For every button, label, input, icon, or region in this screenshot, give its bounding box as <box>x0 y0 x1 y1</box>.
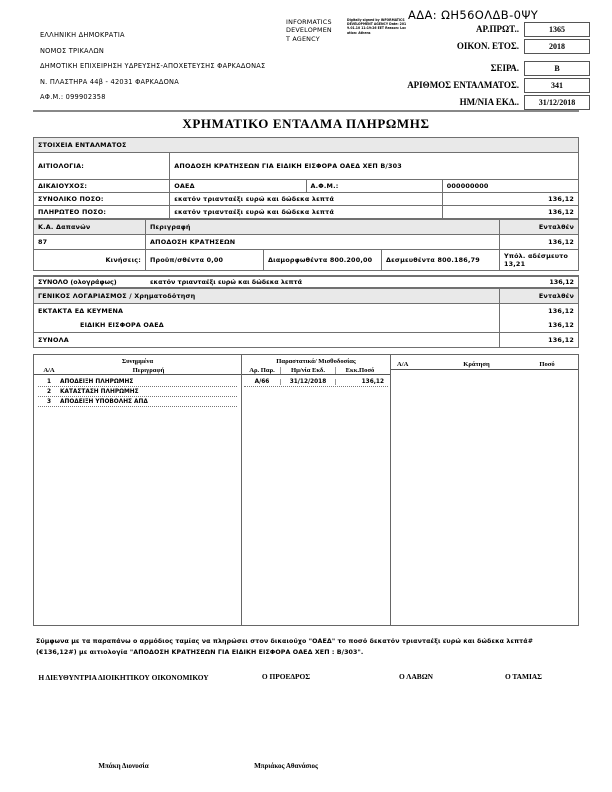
kae-amount: 136,12 <box>500 235 579 250</box>
meta-label-issue-date: ΗΜ/ΝΙΑ ΕΚΔ.. <box>459 97 519 107</box>
ada-number: ΑΔΑ: ΩΗ56ΟΛΔΒ-0ΨΥ <box>408 8 539 22</box>
kae-code: 87 <box>34 235 146 250</box>
meta-row-series <box>390 61 590 75</box>
meta-row-warrant-number <box>390 78 590 92</box>
afm-label: Α.Φ.Μ.: <box>306 180 442 193</box>
deductions-panel <box>391 355 578 625</box>
meta-label-fiscal-year: ΟΙΚΟΝ. ΕΤΟΣ. <box>456 41 519 51</box>
beneficiary-row <box>34 180 579 193</box>
attachment-no-2: 3 <box>46 398 52 405</box>
stamp-line-3: T AGENCY <box>286 34 320 43</box>
meta-label-warrant-number: ΑΡΙΘΜΟΣ ΕΝΤΑΛΜΑΤΟΣ. <box>407 80 519 90</box>
kae-description: ΑΠΟΔΟΣΗ ΚΡΑΤΗΣΕΩΝ <box>146 235 500 250</box>
signature-names-row <box>36 762 576 770</box>
attachments-panel <box>34 355 242 625</box>
movements-label: Κινήσεις: <box>34 250 146 271</box>
org-line-1: ΝΟΜΟΣ ΤΡΙΚΑΛΩΝ <box>40 46 105 55</box>
documents-head <box>242 367 390 375</box>
kae-header-amount: Ενταλθέν <box>500 220 579 235</box>
meta-label-protocol: ΑΡ.ΠΡΩΤ.. <box>476 24 519 34</box>
list-item <box>38 387 237 397</box>
signature-name-director: Μπάκη Διονυσία <box>98 762 149 770</box>
attachments-head <box>34 367 241 375</box>
movement-available: Υπόλ. αδέσμευτο 13,21 <box>500 250 579 271</box>
meta-value-issue-date: 31/12/2018 <box>524 95 590 110</box>
deductions-col-amount: Ποσό <box>539 361 555 368</box>
documents-col-no: Αρ. Παρ. <box>249 367 275 374</box>
kae-header-code: Κ.Α. Δαπανών <box>34 220 146 235</box>
total-label: ΣΥΝΟΛΙΚΟ ΠΟΣΟ: <box>34 193 170 206</box>
attachment-desc-2: ΑΠΟΔΕΙΞΗ ΥΠΟΒΟΛΗΣ ΑΠΔ <box>60 398 148 405</box>
kae-movements-row <box>34 250 579 271</box>
kae-header-row <box>34 220 579 235</box>
document-header <box>0 0 612 110</box>
deductions-head <box>391 355 578 370</box>
gl-amount-header: Ενταλθέν <box>500 289 579 304</box>
signature-row <box>36 672 576 684</box>
total-amount-row <box>34 193 579 206</box>
kae-total-label: ΣΥΝΟΛΟ (ολογράφως) <box>38 278 117 286</box>
gl-title: ΓΕΝΙΚΟΣ ΛΟΓΑΡΙΑΣΜΟΣ / Χρηματοδότηση <box>34 289 500 304</box>
gl-row-1 <box>34 318 579 333</box>
documents-title: Παραστατικά/ Μισθοδοσίας <box>276 358 356 365</box>
gl-row-2 <box>34 333 579 348</box>
stamp-line-1: INFORMATICS <box>286 18 332 26</box>
reason-value: ΑΠΟΔΟΣΗ ΚΡΑΤΗΣΕΩΝ ΓΙΑ ΕΙΔΙΚΗ ΕΙΣΦΟΡΑ ΟΑΕΔ ΧΕΠ Β/303 <box>170 153 579 180</box>
attachments-col-desc: Περιγραφή <box>132 367 165 374</box>
gl-row-1-label: ΕΙΔΙΚΗ ΕΙΣΦΟΡΑ ΟΑΕΔ <box>34 318 500 333</box>
gl-row-0-label: ΕΚΤΑΚΤΑ ΕΔ ΚΕΥΜΕΝΑ <box>34 304 500 319</box>
expense-code-table <box>33 219 579 271</box>
meta-value-warrant-number: 341 <box>524 78 590 93</box>
attachment-desc-0: ΑΠΟΔΕΙΞΗ ΠΛΗΡΩΜΗΣ <box>60 378 134 385</box>
documents-col-date: Ημ/νία Εκδ. <box>280 367 335 374</box>
meta-row-protocol <box>390 22 590 36</box>
kae-total-row <box>33 275 579 288</box>
kae-header-description: Περιγραφή <box>146 220 500 235</box>
document-no-0: Α/66 <box>254 378 270 385</box>
payable-label: ΠΛΗΡΩΤΕΟ ΠΟΣΟ: <box>34 206 170 219</box>
kae-total-words: εκατόν τριανταέξι ευρώ και δώδεκα λεπτά <box>150 278 302 286</box>
warrant-details-table <box>33 137 579 219</box>
beneficiary-value: ΟΑΕΔ <box>170 180 306 193</box>
payable-words: εκατόν τριανταέξι ευρώ και δώδεκα λεπτά <box>170 206 443 219</box>
document-amount-0: 136,12 <box>335 379 388 385</box>
signature-title-president: Ο ΠΡΟΕΔΡΟΣ <box>261 672 311 681</box>
list-item <box>38 397 237 407</box>
gl-row-1-amount: 136,12 <box>500 318 579 333</box>
documents-panel <box>242 355 391 625</box>
attachments-col-no: Α/Α <box>43 367 55 374</box>
signature-title-director: Η ΔΙΕΥΘΥΝΤΡΙΑ ΔΙΟΙΚΗΤΙΚΟΥ ΟΙΚΟΝΟΜΙΚΟΥ <box>38 673 209 682</box>
payable-amount: 136,12 <box>442 206 578 219</box>
kae-data-row <box>34 235 579 250</box>
gl-row-0 <box>34 304 579 319</box>
reason-label: ΑΙΤΙΟΛΟΓΙΑ: <box>34 153 170 180</box>
details-section-title: ΣΤΟΙΧΕΙΑ ΕΝΤΑΛΜΑΤΟΣ <box>34 138 579 153</box>
meta-value-fiscal-year: 2018 <box>524 39 590 54</box>
table-row <box>244 377 388 387</box>
signature-title-recipient: Ο ΛΑΒΩΝ <box>398 672 433 681</box>
meta-value-series: Β <box>524 61 590 76</box>
org-line-0: ΕΛΛΗΝΙΚΗ ΔΗΜΟΚΡΑΤΙΑ <box>40 31 125 39</box>
signature-title-treasurer: Ο ΤΑΜΙΑΣ <box>504 672 543 681</box>
attachment-no-1: 2 <box>46 388 52 395</box>
org-line-4: ΑΦ.Μ.: 099902358 <box>40 93 106 101</box>
list-item <box>38 377 237 387</box>
meta-value-protocol: 1365 <box>524 22 590 37</box>
stamp-line-2: DEVELOPMEN <box>286 26 332 35</box>
attachment-no-0: 1 <box>46 378 52 385</box>
payment-instruction-note: Σύμφωνα με τα παραπάνω ο αρμόδιος ταμίας να πληρώσει στον δικαιούχο "ΟΑΕΔ" το ποσό δεκατόν τριανταέξι ευρώ και δώδεκα λεπτά# (€136,12#) με αιτιολογία "ΑΠΟΔΟΣΗ ΚΡΑΤΗΣΕΩΝ ΓΙΑ ΕΙΔΙΚΗ ΕΙΣΦΟΡΑ ΟΑΕΔ ΧΕΠ : Β/303". <box>36 638 534 656</box>
afm-value: 000000000 <box>442 180 578 193</box>
stamp-detail-text: Digitally signed by INFORMATICS DEVELOPMENT AGENCY Date: 2019.01.10 11:19:26 EET Reason: Location: Athens <box>347 18 407 35</box>
movement-budgeted: Προϋπ/σθέντα 0,00 <box>146 250 264 271</box>
org-line-3: Ν. ΠΛΑΣΤΗΡΑ 44β - 42031 ΦΑΡΚΑΔΟΝΑ <box>40 77 179 86</box>
deductions-col-name: Κράτηση <box>463 361 490 368</box>
stamp-agency-name <box>286 18 344 43</box>
beneficiary-label: ΔΙΚΑΙΟΥΧΟΣ: <box>34 180 170 193</box>
org-line-2: ΔΗΜΟΤΙΚΗ ΕΠΙΧΕΙΡΗΣΗ ΥΔΡΕΥΣΗΣ-ΑΠΟΧΕΤΕΥΣΗΣ ΦΑΡΚΑΔΟΝΑΣ <box>40 62 266 70</box>
gl-header-row <box>34 289 579 304</box>
movement-adjusted: Διαμορφωθέντα 800.200,00 <box>264 250 382 271</box>
gl-row-0-amount: 136,12 <box>500 304 579 319</box>
reason-row <box>34 153 579 180</box>
meta-row-issue-date <box>390 95 590 109</box>
page-title: ΧΡΗΜΑΤΙΚΟ ΕΝΤΑΛΜΑ ΠΛΗΡΩΜΗΣ <box>182 116 430 131</box>
document-date-0: 31/12/2018 <box>280 379 335 385</box>
general-ledger-table <box>33 288 579 348</box>
payable-amount-row <box>34 206 579 219</box>
deductions-col-no: Α/Α <box>397 361 409 368</box>
total-amount: 136,12 <box>442 193 578 206</box>
gl-row-2-label: ΣΥΝΟΛΑ <box>34 333 500 348</box>
movement-committed: Δεσμευθέντα 800.186,79 <box>382 250 500 271</box>
gl-row-2-amount: 136,12 <box>500 333 579 348</box>
total-words: εκατόν τριανταέξι ευρώ και δώδεκα λεπτά <box>170 193 443 206</box>
attachments-title: Συνημμένα <box>121 358 154 365</box>
document-meta-fields <box>390 22 590 112</box>
meta-label-series: ΣΕΙΡΑ. <box>490 63 519 73</box>
kae-total-amount: 136,12 <box>549 278 574 286</box>
signature-name-president: Μπριάκος Αθανάσιος <box>254 762 318 770</box>
issuing-organization <box>40 28 265 106</box>
attachment-desc-1: ΚΑΤΑΣΤΑΣΗ ΠΛΗΡΩΜΗΣ <box>60 388 139 395</box>
meta-row-fiscal-year <box>390 39 590 53</box>
lower-panels <box>33 354 579 626</box>
documents-col-amount: Εκκ.Ποσό <box>335 367 388 374</box>
details-section-header <box>34 138 579 153</box>
